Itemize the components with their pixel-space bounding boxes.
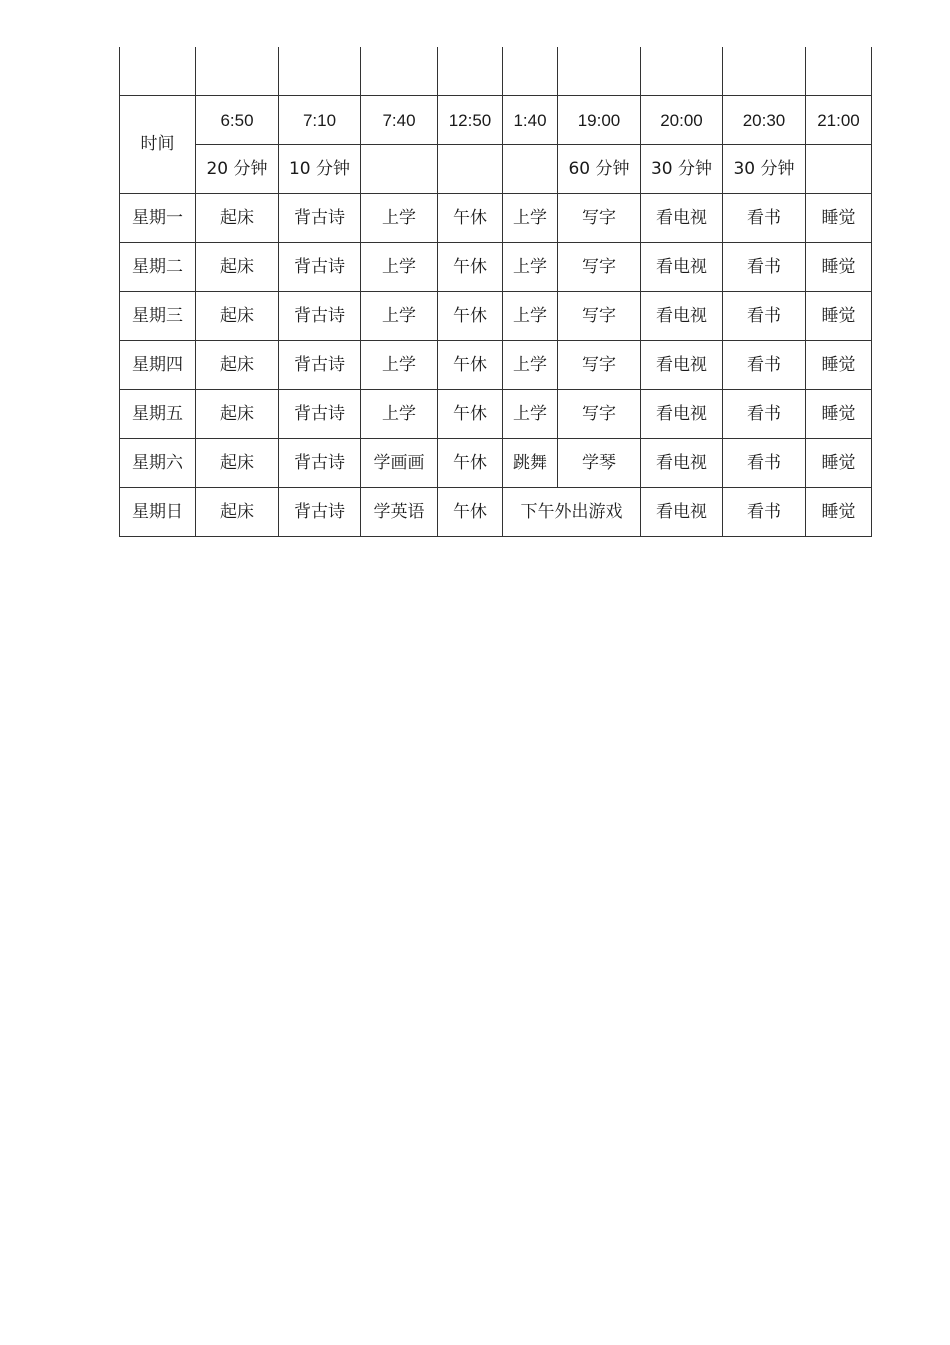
activity-cell: 午休 [438, 194, 503, 243]
time-header-label: 时间 [120, 96, 196, 194]
activity-cell: 看电视 [641, 390, 723, 439]
time-cell: 1:40 [503, 96, 558, 145]
schedule-sheet [119, 47, 872, 537]
activity-cell: 看书 [723, 341, 806, 390]
activity-cell: 起床 [196, 194, 279, 243]
activity-cell: 看电视 [641, 243, 723, 292]
activity-cell: 背古诗 [279, 488, 361, 537]
activity-cell: 写字 [558, 194, 641, 243]
duration-cell [361, 145, 438, 194]
weekly-schedule-table [119, 47, 872, 537]
activity-cell: 上学 [503, 292, 558, 341]
activity-cell: 起床 [196, 243, 279, 292]
day-label: 星期一 [120, 194, 196, 243]
day-label: 星期三 [120, 292, 196, 341]
activity-cell: 写字 [558, 243, 641, 292]
activity-cell: 背古诗 [279, 243, 361, 292]
activity-cell: 午休 [438, 439, 503, 488]
activity-cell: 写字 [558, 292, 641, 341]
activity-cell: 睡觉 [806, 292, 872, 341]
activity-cell: 睡觉 [806, 194, 872, 243]
activity-cell: 看书 [723, 292, 806, 341]
activity-cell: 看电视 [641, 439, 723, 488]
time-cell: 7:40 [361, 96, 438, 145]
activity-cell: 上学 [361, 243, 438, 292]
activity-cell: 睡觉 [806, 390, 872, 439]
activity-cell: 看书 [723, 488, 806, 537]
table-cell [438, 47, 503, 96]
activity-cell: 睡觉 [806, 243, 872, 292]
activity-cell: 背古诗 [279, 292, 361, 341]
table-row-durations [120, 145, 872, 194]
activity-cell: 上学 [503, 341, 558, 390]
activity-cell: 起床 [196, 488, 279, 537]
activity-cell: 午休 [438, 292, 503, 341]
activity-cell: 上学 [503, 390, 558, 439]
day-label: 星期二 [120, 243, 196, 292]
day-label: 星期六 [120, 439, 196, 488]
table-cell [723, 47, 806, 96]
activity-cell: 起床 [196, 439, 279, 488]
time-cell: 7:10 [279, 96, 361, 145]
activity-cell: 看书 [723, 439, 806, 488]
activity-cell: 起床 [196, 341, 279, 390]
table-row-blank-top [120, 47, 872, 96]
activity-cell: 看电视 [641, 194, 723, 243]
time-cell: 19:00 [558, 96, 641, 145]
activity-cell: 午休 [438, 488, 503, 537]
activity-cell: 背古诗 [279, 439, 361, 488]
day-label: 星期日 [120, 488, 196, 537]
duration-cell [806, 145, 872, 194]
table-row-day [120, 390, 872, 439]
activity-cell: 学琴 [558, 439, 641, 488]
activity-cell: 写字 [558, 341, 641, 390]
table-cell [361, 47, 438, 96]
duration-cell: 20 分钟 [196, 145, 279, 194]
activity-cell: 看书 [723, 243, 806, 292]
table-row-times [120, 96, 872, 145]
activity-cell: 看电视 [641, 341, 723, 390]
table-cell [806, 47, 872, 96]
day-label: 星期四 [120, 341, 196, 390]
time-cell: 20:30 [723, 96, 806, 145]
time-cell: 21:00 [806, 96, 872, 145]
activity-cell: 写字 [558, 390, 641, 439]
day-label: 星期五 [120, 390, 196, 439]
activity-cell: 午休 [438, 243, 503, 292]
time-cell: 12:50 [438, 96, 503, 145]
activity-cell: 上学 [361, 292, 438, 341]
activity-cell-merged: 下午外出游戏 [503, 488, 641, 537]
duration-cell [503, 145, 558, 194]
duration-cell: 30 分钟 [723, 145, 806, 194]
table-row-day [120, 341, 872, 390]
table-row-day [120, 292, 872, 341]
activity-cell: 上学 [361, 341, 438, 390]
activity-cell: 午休 [438, 341, 503, 390]
duration-cell [438, 145, 503, 194]
activity-cell: 看电视 [641, 488, 723, 537]
activity-cell: 起床 [196, 390, 279, 439]
duration-cell: 10 分钟 [279, 145, 361, 194]
activity-cell: 起床 [196, 292, 279, 341]
activity-cell: 上学 [361, 194, 438, 243]
table-cell [503, 47, 558, 96]
activity-cell: 跳舞 [503, 439, 558, 488]
activity-cell: 看书 [723, 390, 806, 439]
activity-cell: 午休 [438, 390, 503, 439]
time-cell: 20:00 [641, 96, 723, 145]
duration-cell: 30 分钟 [641, 145, 723, 194]
activity-cell: 看书 [723, 194, 806, 243]
table-cell [279, 47, 361, 96]
table-row-day [120, 243, 872, 292]
activity-cell: 学画画 [361, 439, 438, 488]
activity-cell: 睡觉 [806, 439, 872, 488]
duration-cell: 60 分钟 [558, 145, 641, 194]
table-row-day [120, 194, 872, 243]
table-cell [120, 47, 196, 96]
activity-cell: 上学 [361, 390, 438, 439]
table-cell [558, 47, 641, 96]
table-cell [196, 47, 279, 96]
activity-cell: 睡觉 [806, 341, 872, 390]
activity-cell: 睡觉 [806, 488, 872, 537]
table-row-day [120, 439, 872, 488]
activity-cell: 看电视 [641, 292, 723, 341]
table-cell [641, 47, 723, 96]
activity-cell: 上学 [503, 243, 558, 292]
activity-cell: 背古诗 [279, 390, 361, 439]
activity-cell: 背古诗 [279, 341, 361, 390]
activity-cell: 背古诗 [279, 194, 361, 243]
table-row-day [120, 488, 872, 537]
activity-cell: 学英语 [361, 488, 438, 537]
activity-cell: 上学 [503, 194, 558, 243]
time-cell: 6:50 [196, 96, 279, 145]
